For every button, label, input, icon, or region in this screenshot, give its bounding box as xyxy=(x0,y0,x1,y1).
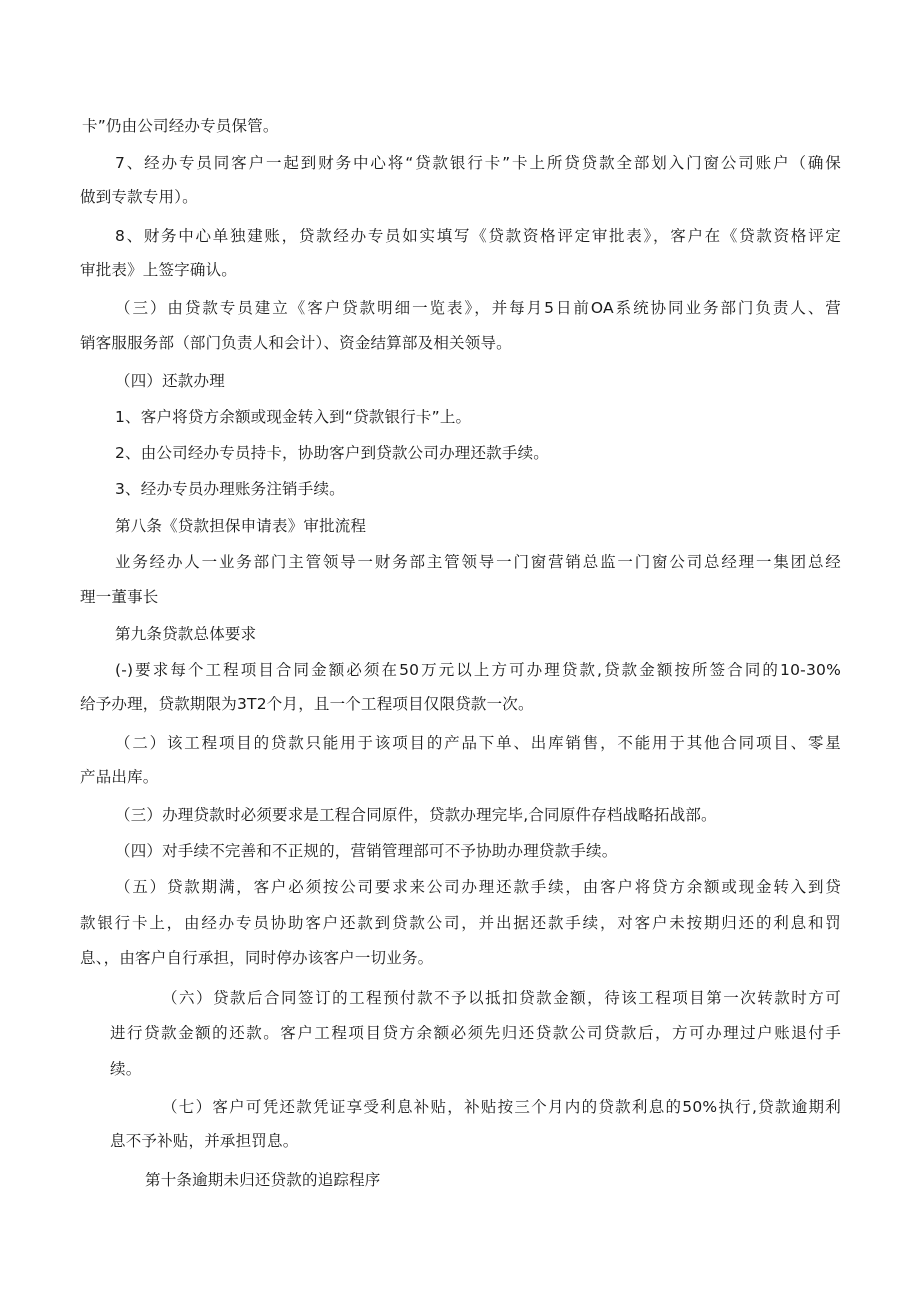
paragraph-line: 审批表》上签字确认。 xyxy=(80,261,238,279)
paragraph-line: 1、客户将贷方余额或现金转入到“贷款银行卡”上。 xyxy=(115,408,472,426)
paragraph-line: 续。 xyxy=(110,1060,142,1078)
paragraph-line: （二）该工程项目的贷款只能用于该项目的产品下单、出库销售，不能用于其他合同项目、零星 xyxy=(115,734,841,752)
paragraph-line: 产品出库。 xyxy=(80,768,159,786)
paragraph-line: 2、由公司经办专员持卡，协助客户到贷款公司办理还款手续。 xyxy=(115,444,549,462)
paragraph-line: 息、，由客户自行承担，同时停办该客户一切业务。 xyxy=(80,949,434,967)
paragraph-line: 卡”仍由公司经办专员保管。 xyxy=(82,117,279,135)
paragraph-line: 款银行卡上，由经办专员协助客户还款到贷款公司，并出据还款手续，对客户未按期归还的利息和罚 xyxy=(80,914,841,932)
paragraph-line: 给予办理，贷款期限为3T2个月，且一个工程项目仅限贷款一次。 xyxy=(80,695,534,713)
paragraph-line: 息不予补贴，并承担罚息。 xyxy=(110,1132,299,1150)
paragraph-line: (-)要求每个工程项目合同金额必须在50万元以上方可办理贷款,贷款金额按所签合同的10-30% xyxy=(115,661,841,679)
paragraph-line: （七）客户可凭还款凭证享受利息补贴，补贴按三个月内的贷款利息的50%执行,贷款逾期利 xyxy=(162,1098,841,1116)
paragraph-line: （六）贷款后合同签订的工程预付款不予以抵扣贷款金额，待该工程项目第一次转款时方可 xyxy=(162,989,841,1007)
paragraph-line: 进行贷款金额的还款。客户工程项目贷方余额必须先归还贷款公司贷款后，方可办理过户账退付手 xyxy=(110,1024,841,1042)
article-heading: 第九条贷款总体要求 xyxy=(115,625,257,643)
paragraph-line: （四）对手续不完善和不正规的，营销管理部可不予协助办理贷款手续。 xyxy=(115,842,618,860)
paragraph-line: 3、经办专员办理账务注销手续。 xyxy=(115,480,345,498)
paragraph-line: 做到专款专用）。 xyxy=(80,188,198,206)
paragraph-line: 7、经办专员同客户一起到财务中心将“贷款银行卡”卡上所贷贷款全部划入门窗公司账户（确保 xyxy=(115,154,841,172)
paragraph-line: 销客服服务部（部门负责人和会计）、资金结算部及相关领导。 xyxy=(80,334,512,352)
paragraph-line: （三）办理贷款时必须要求是工程合同原件，贷款办理完毕,合同原件存档战略拓战部。 xyxy=(115,806,717,824)
paragraph-line: （三）由贷款专员建立《客户贷款明细一览表》，并每月5日前OA系统协同业务部门负责人、营 xyxy=(115,299,841,317)
paragraph-line: 8、财务中心单独建账，贷款经办专员如实填写《贷款资格评定审批表》，客户在《贷款资格评定 xyxy=(115,227,841,245)
article-heading: 第十条逾期未归还贷款的追踪程序 xyxy=(145,1171,381,1189)
paragraph-line: （五）贷款期满，客户必须按公司要求来公司办理还款手续，由客户将贷方余额或现金转入到贷 xyxy=(115,878,841,896)
article-heading: 第八条《贷款担保申请表》审批流程 xyxy=(115,517,367,535)
paragraph-line: 理一董事长 xyxy=(80,588,159,606)
paragraph-line: 业务经办人一业务部门主管领导一财务部主管领导一门窗营销总监一门窗公司总经理一集团总经 xyxy=(115,553,841,571)
section-heading: （四）还款办理 xyxy=(115,372,225,390)
